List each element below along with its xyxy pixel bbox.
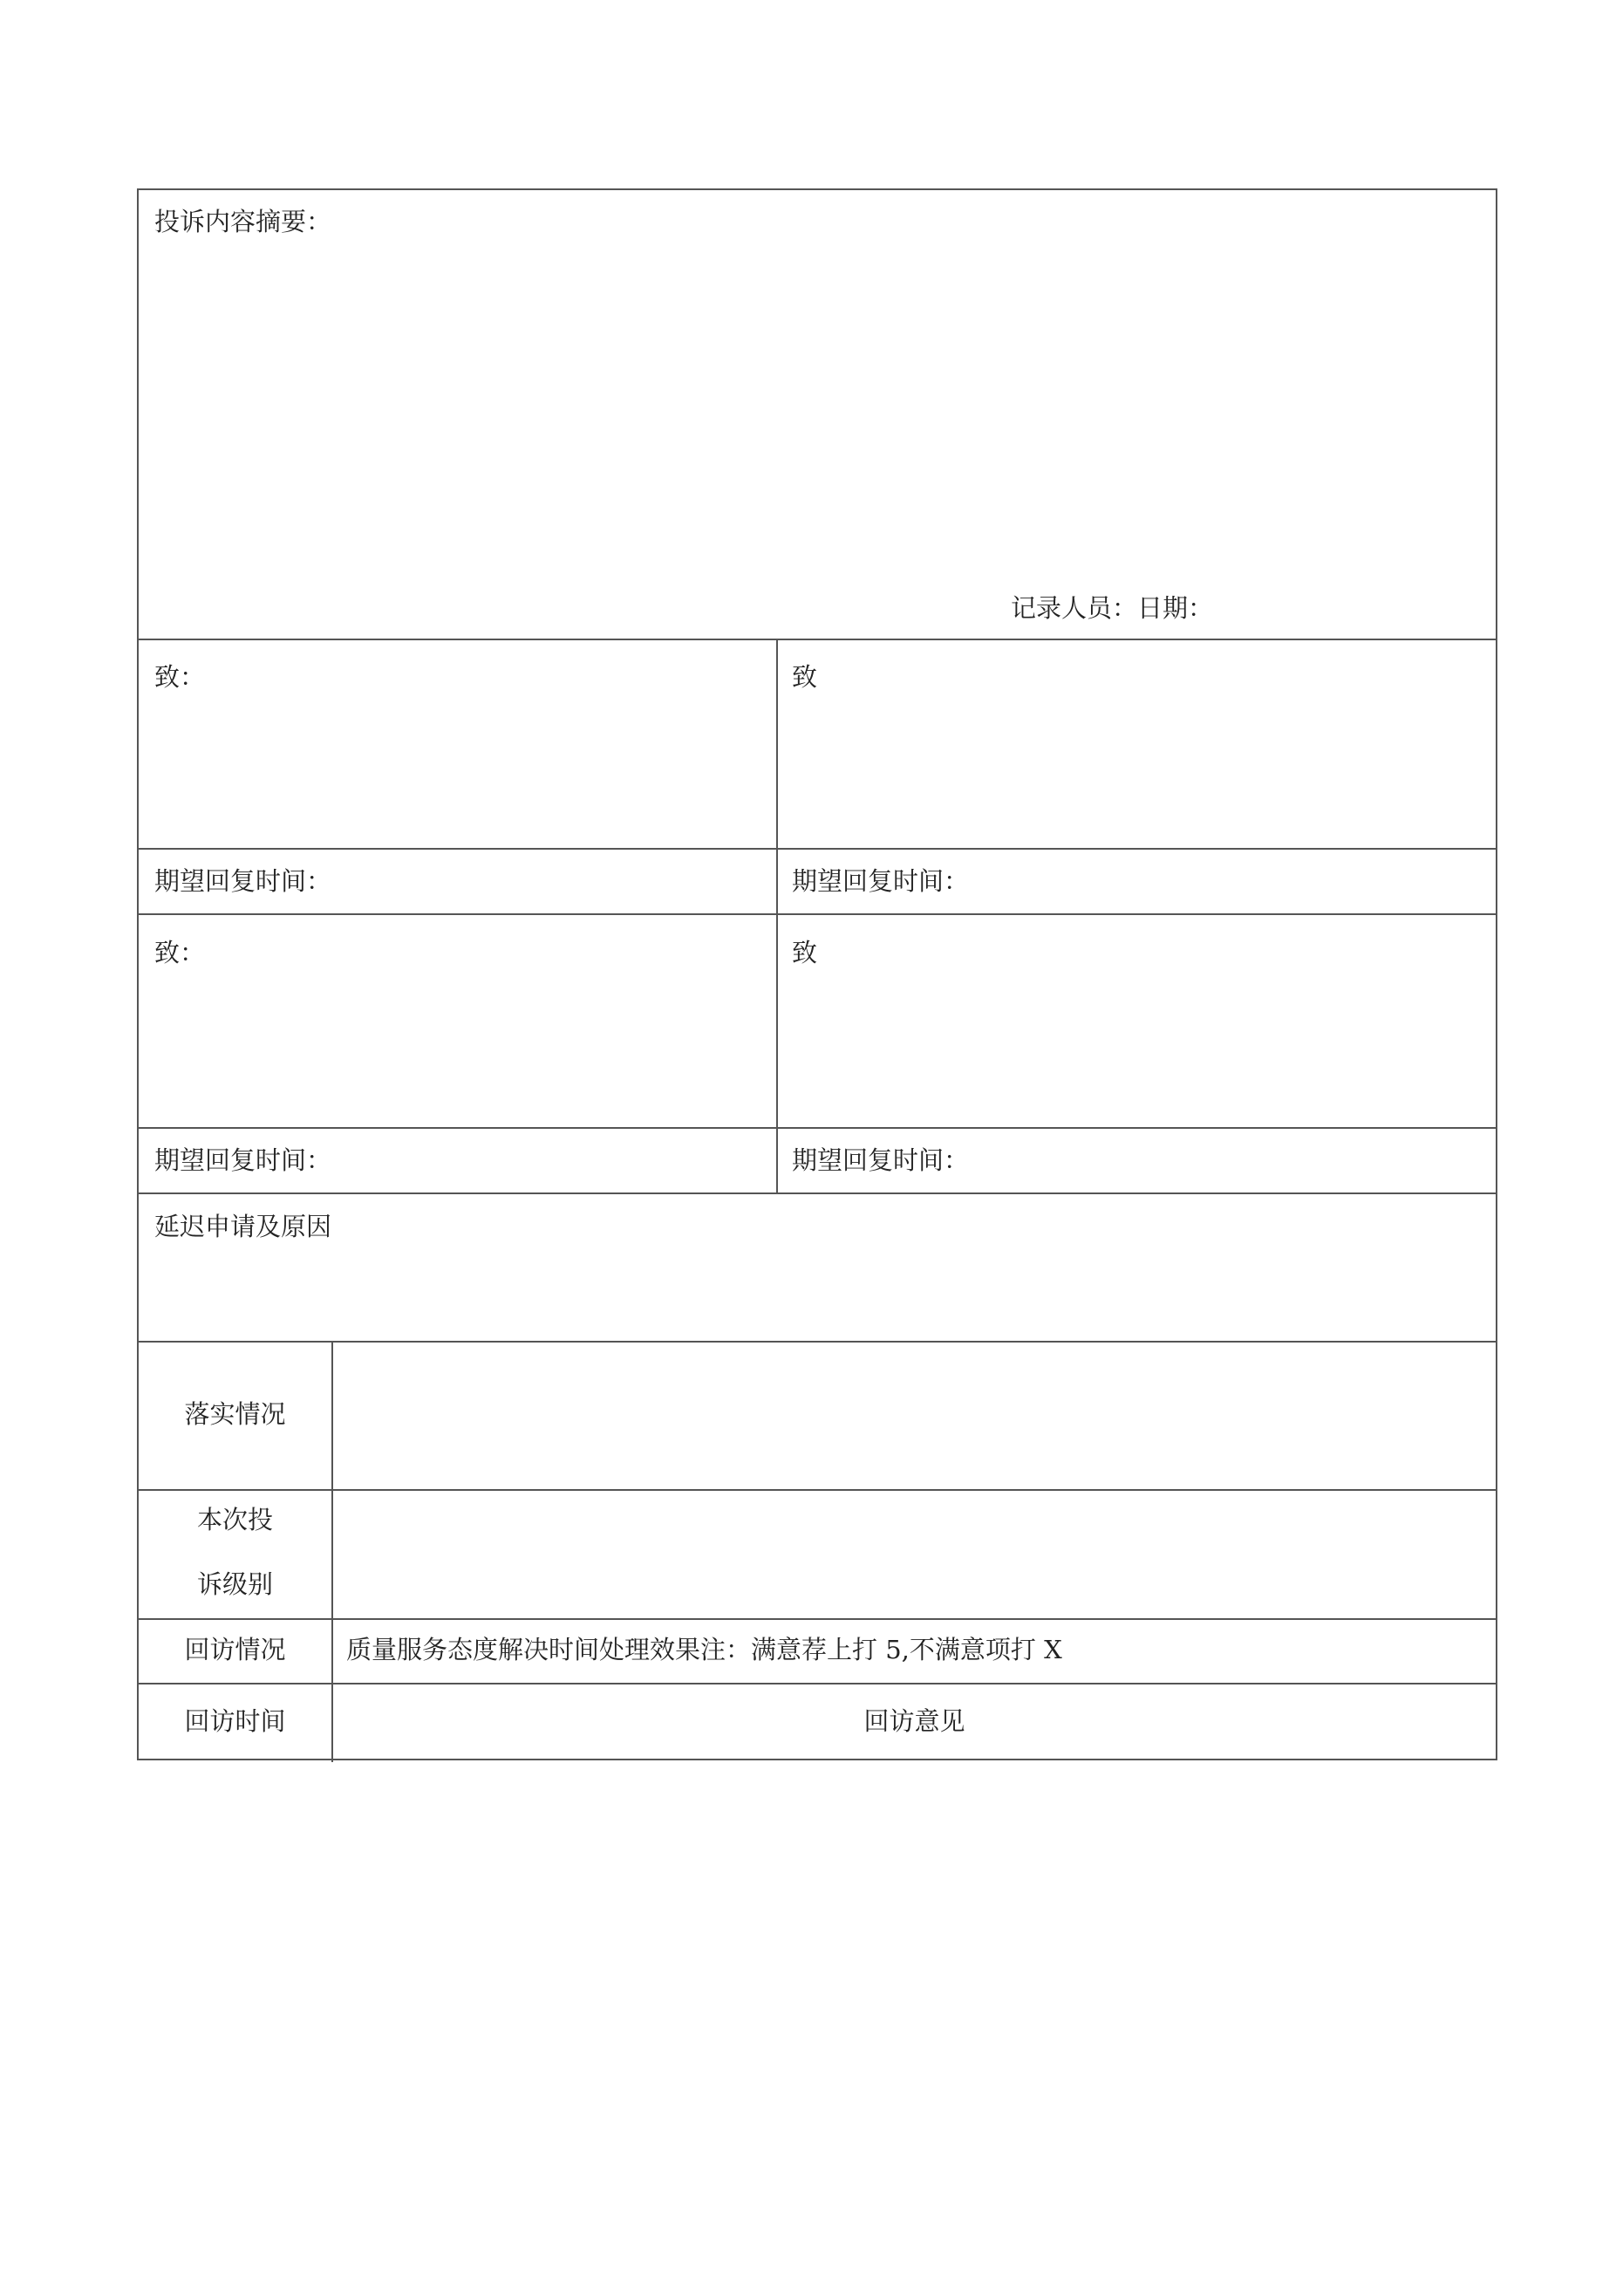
- revisit-time-label: 回访时间: [184, 1706, 286, 1736]
- row-divider: [139, 1192, 1496, 1194]
- row-divider: [139, 1618, 1496, 1620]
- recorder-date-label: 记录人员：日期：: [1011, 593, 1214, 623]
- complaint-form-table: [137, 188, 1497, 1760]
- column-divider: [776, 639, 778, 1192]
- implementation-label: 落实情况: [184, 1399, 286, 1429]
- to-left-label: 致：: [154, 938, 206, 967]
- row-divider: [139, 1341, 1496, 1343]
- expected-reply-right: 期望回复时间：: [792, 1145, 970, 1175]
- delay-request-label: 延迟申请及原因: [154, 1212, 332, 1241]
- to-right-label: 致: [792, 938, 818, 967]
- column-divider: [331, 1341, 333, 1762]
- row-divider: [139, 1489, 1496, 1491]
- revisit-status-label: 回访情况: [184, 1635, 286, 1664]
- expected-reply-left: 期望回复时间：: [154, 1145, 332, 1175]
- expected-reply-left: 期望回复时间：: [154, 866, 332, 896]
- revisit-opinion-label: 回访意见: [863, 1706, 965, 1736]
- revisit-status-content: 质量服务态度解决时间处理效果注：满意荐上打 5,不满意项打 X: [346, 1635, 1062, 1664]
- summary-label: 投诉内容摘要：: [154, 207, 332, 236]
- row-divider: [139, 1127, 1496, 1129]
- expected-reply-right: 期望回复时间：: [792, 866, 970, 896]
- row-divider: [139, 639, 1496, 640]
- complaint-level-label-line2: 诉级别: [196, 1569, 273, 1599]
- to-left-label: 致：: [154, 662, 206, 692]
- complaint-level-label-line1: 本次投: [196, 1505, 273, 1534]
- row-divider: [139, 848, 1496, 850]
- row-divider: [139, 913, 1496, 915]
- row-divider: [139, 1683, 1496, 1684]
- to-right-label: 致: [792, 662, 818, 692]
